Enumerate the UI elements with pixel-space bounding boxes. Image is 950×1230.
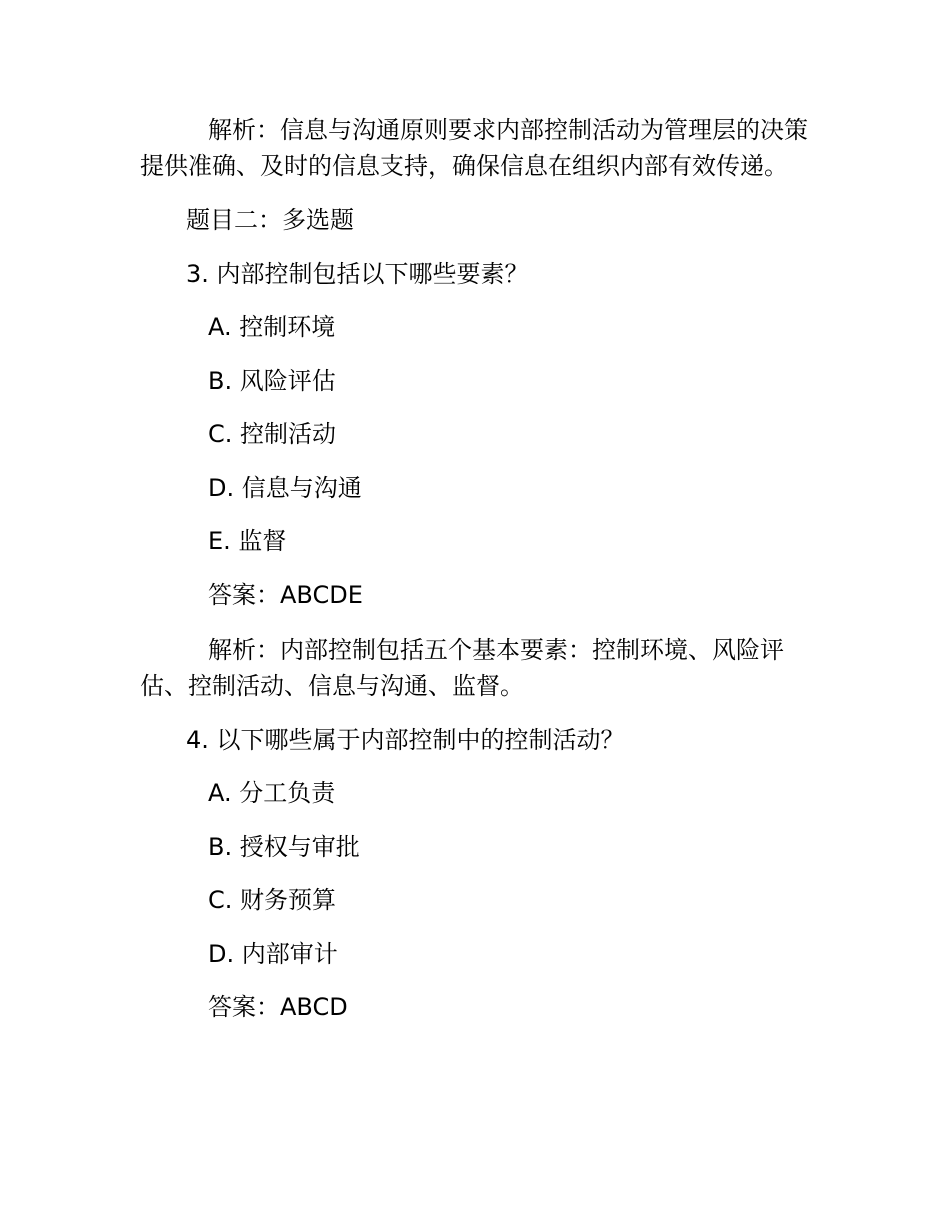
q4-option-d: D. 内部审计	[208, 940, 338, 968]
analysis-paragraph-1: 解析：信息与沟通原则要求内部控制活动为管理层的决策提供准确、及时的信息支持，确保信息在组织内部有效传递。	[140, 116, 808, 180]
q4-option-c: C. 财务预算	[208, 886, 337, 914]
q4-option-b: B. 授权与审批	[208, 833, 360, 861]
q3-option-b: B. 风险评估	[208, 367, 336, 395]
q3-option-a: A. 控制环境	[208, 313, 336, 341]
q3-option-e: E. 监督	[208, 527, 287, 555]
q4-answer: 答案：ABCD	[208, 993, 348, 1021]
q3-option-d: D. 信息与沟通	[208, 474, 362, 502]
q4-option-a: A. 分工负责	[208, 779, 336, 807]
question-4: 4. 以下哪些属于内部控制中的控制活动？	[186, 726, 625, 754]
q3-option-c: C. 控制活动	[208, 420, 337, 448]
question-3: 3. 内部控制包括以下哪些要素？	[186, 260, 529, 288]
section-title: 题目二：多选题	[186, 206, 354, 234]
q3-analysis: 解析：内部控制包括五个基本要素：控制环境、风险评估、控制活动、信息与沟通、监督。	[140, 636, 784, 700]
q3-answer: 答案：ABCDE	[208, 581, 363, 609]
